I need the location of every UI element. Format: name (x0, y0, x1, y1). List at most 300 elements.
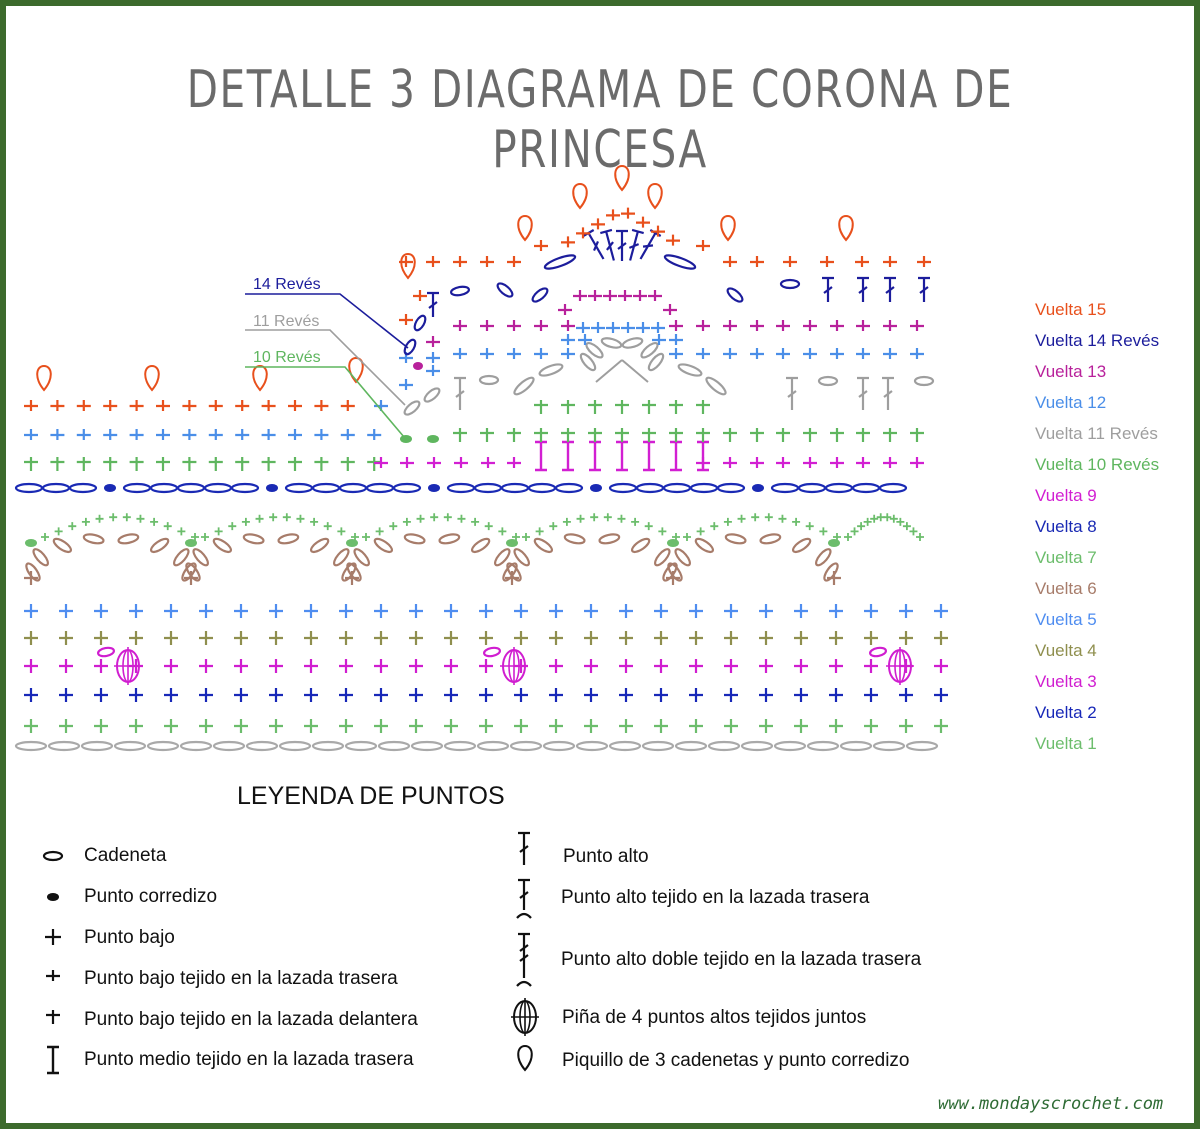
chain-icon (622, 336, 643, 349)
sc-back-loop-icon (534, 240, 548, 256)
double-crochet-icon (857, 278, 869, 302)
chain-icon (853, 484, 879, 492)
legend-label-bajo-trasera: Punto bajo tejido en la lazada trasera (84, 968, 398, 989)
single-crochet-icon (654, 604, 668, 618)
chain-icon (16, 742, 46, 750)
hdc-back-loop-icon (535, 442, 547, 470)
single-crochet-icon (417, 515, 425, 523)
chain-icon (178, 484, 204, 492)
chain-icon (118, 533, 139, 545)
round-label: Vuelta 1 (1035, 734, 1097, 753)
single-crochet-icon (374, 659, 388, 673)
chain-arch (666, 533, 840, 583)
chain-icon (819, 377, 837, 385)
sc-front-loop-icon (507, 428, 521, 442)
chain-icon (577, 742, 607, 750)
single-crochet-icon (444, 719, 458, 733)
single-crochet-icon (563, 518, 571, 526)
sc-arch (201, 513, 359, 541)
single-crochet-icon (24, 659, 38, 673)
slip-stitch-icon (427, 435, 439, 443)
sc-back-loop-icon (830, 320, 844, 336)
single-crochet-icon (514, 719, 528, 733)
double-crochet-icon (882, 378, 894, 410)
sc-front-loop-icon (669, 400, 683, 414)
chain-icon (43, 484, 69, 492)
round-label: Vuelta 13 (1035, 362, 1107, 381)
single-crochet-icon (654, 659, 668, 673)
sc-front-loop-icon (561, 428, 575, 442)
single-crochet-icon (304, 688, 318, 702)
hdc-back-loop-icon (589, 442, 601, 470)
single-crochet-icon (857, 522, 865, 530)
single-crochet-icon (549, 659, 563, 673)
single-crochet-icon (778, 515, 786, 523)
chain-icon (677, 362, 702, 378)
single-crochet-icon (794, 688, 808, 702)
chain-icon (538, 362, 563, 378)
single-crochet-icon (269, 719, 283, 733)
sc-back-loop-icon (103, 429, 117, 445)
single-crochet-icon (164, 719, 178, 733)
single-crochet-icon (666, 571, 680, 585)
round-label: Vuelta 11 Revés (1035, 424, 1158, 443)
chain-icon (445, 742, 475, 750)
sc-back-loop-icon (883, 256, 897, 272)
sc-back-loop-icon (209, 400, 223, 416)
chain-icon (791, 536, 812, 554)
single-crochet-icon (724, 604, 738, 618)
single-crochet-icon (177, 527, 185, 535)
sc-back-loop-icon (856, 320, 870, 336)
chain-icon (280, 742, 310, 750)
chain-icon (478, 742, 508, 750)
single-crochet-icon (345, 571, 359, 585)
single-crochet-icon (234, 659, 248, 673)
callout-14-reves: 14 Revés (253, 276, 321, 293)
sc-front-loop-icon (615, 400, 629, 414)
sc-back-loop-icon (413, 290, 427, 306)
single-crochet-icon (829, 659, 843, 673)
sc-back-loop-icon (561, 320, 575, 336)
single-crochet-icon (479, 719, 493, 733)
single-crochet-icon (24, 571, 38, 585)
chain-icon (49, 742, 79, 750)
legend-label-alto-trasera: Punto alto tejido en la lazada trasera (561, 887, 870, 908)
slip-stitch-icon (506, 539, 518, 547)
single-crochet-icon (409, 604, 423, 618)
sc-front-loop-icon (50, 457, 64, 471)
chain-icon (742, 742, 772, 750)
chain-icon (475, 484, 501, 492)
chain-icon (70, 484, 96, 492)
sc-back-loop-icon (341, 400, 355, 416)
chain-icon (601, 336, 622, 349)
slip-stitch-icon (413, 362, 423, 370)
sc-front-loop-icon (46, 1010, 60, 1024)
single-crochet-icon (899, 604, 913, 618)
sc-front-loop-icon (696, 400, 710, 414)
single-crochet-icon (374, 719, 388, 733)
single-crochet-icon (864, 719, 878, 733)
chain-icon (82, 742, 112, 750)
single-crochet-icon (724, 659, 738, 673)
single-crochet-icon (899, 719, 913, 733)
chain-icon (83, 533, 104, 545)
sc-back-loop-icon (750, 457, 764, 473)
sc-front-loop-icon (341, 457, 355, 471)
sc-back-loop-icon (648, 290, 662, 306)
single-crochet-icon (59, 688, 73, 702)
chain-icon (496, 281, 515, 299)
single-crochet-icon (759, 688, 773, 702)
slip-stitch-icon (428, 484, 440, 492)
chain-icon (439, 533, 460, 545)
sc-back-loop-icon (399, 379, 413, 395)
sc-front-loop-icon (561, 400, 575, 414)
sc-back-loop-icon (633, 290, 647, 306)
sc-back-loop-icon (480, 256, 494, 272)
chain-icon (278, 533, 299, 545)
picot-icon (573, 184, 587, 208)
sc-back-loop-icon (507, 457, 521, 473)
chain-icon (423, 386, 442, 404)
sc-back-loop-icon (561, 348, 575, 364)
single-crochet-icon (829, 688, 843, 702)
chain-icon (610, 742, 640, 750)
single-crochet-icon (584, 719, 598, 733)
chain-icon (346, 742, 376, 750)
sc-back-loop-icon (481, 457, 495, 473)
single-crochet-icon (498, 527, 506, 535)
single-crochet-icon (129, 631, 143, 645)
pineapple-cluster-icon (114, 647, 142, 685)
double-crochet-icon (427, 293, 439, 317)
chain-icon (286, 484, 312, 492)
sc-back-loop-icon (917, 256, 931, 272)
chain-arch (24, 533, 198, 583)
sc-back-loop-icon (24, 400, 38, 416)
sc-back-loop-icon (262, 400, 276, 416)
chain-icon (31, 547, 50, 567)
sc-back-loop-icon (696, 240, 710, 256)
chain-icon (124, 484, 150, 492)
single-crochet-icon (794, 604, 808, 618)
single-crochet-icon (724, 631, 738, 645)
single-crochet-icon (256, 515, 264, 523)
sc-back-loop-icon (669, 348, 683, 364)
sc-back-loop-icon (50, 400, 64, 416)
single-crochet-icon (619, 659, 633, 673)
single-crochet-icon (934, 631, 948, 645)
single-crochet-icon (619, 719, 633, 733)
single-crochet-icon (479, 659, 493, 673)
single-crochet-icon (689, 688, 703, 702)
single-crochet-icon (899, 631, 913, 645)
sc-front-loop-icon (776, 428, 790, 442)
single-crochet-icon (909, 527, 917, 535)
page-title: DETALLE 3 DIAGRAMA DE CORONA DE PRINCESA (186, 60, 1014, 180)
double-crochet-icon (583, 230, 608, 262)
sc-back-loop-icon (426, 336, 440, 352)
single-crochet-icon (234, 631, 248, 645)
slip-stitch-icon (752, 484, 764, 492)
sc-back-loop-icon (534, 320, 548, 336)
single-crochet-icon (94, 659, 108, 673)
hdc-back-loop-icon (670, 442, 682, 470)
single-crochet-icon (234, 719, 248, 733)
single-crochet-icon (45, 929, 61, 945)
sc-back-loop-icon (235, 429, 249, 445)
sc-arch (41, 513, 199, 541)
single-crochet-icon (577, 515, 585, 523)
single-crochet-icon (792, 518, 800, 526)
single-crochet-icon (604, 513, 612, 521)
round-label: Vuelta 7 (1035, 548, 1097, 567)
chain-icon (643, 742, 673, 750)
chain-icon (24, 562, 42, 583)
sc-back-loop-icon (603, 290, 617, 306)
sc-back-loop-icon (636, 322, 650, 338)
sc-back-loop-icon (576, 322, 590, 338)
slip-stitch-icon (400, 435, 412, 443)
picot-icon (518, 1046, 532, 1070)
single-crochet-icon (59, 659, 73, 673)
single-crochet-icon (215, 527, 223, 535)
slip-stitch-icon (590, 484, 602, 492)
sc-back-loop-icon (723, 256, 737, 272)
single-crochet-icon (94, 604, 108, 618)
chain-icon (772, 484, 798, 492)
chain-icon (694, 536, 715, 554)
chain-icon (403, 338, 418, 356)
single-crochet-icon (584, 631, 598, 645)
single-crochet-icon (514, 631, 528, 645)
double-crochet-icon (857, 378, 869, 410)
sc-front-loop-icon (182, 457, 196, 471)
single-crochet-icon (457, 515, 465, 523)
chain-icon (205, 484, 231, 492)
chain-icon (97, 647, 114, 658)
sc-back-loop-icon (663, 304, 677, 320)
single-crochet-icon (549, 719, 563, 733)
single-crochet-icon (514, 688, 528, 702)
single-crochet-icon (619, 604, 633, 618)
sc-front-loop-icon (534, 400, 548, 414)
chain-icon (511, 742, 541, 750)
picot-icon (648, 184, 662, 208)
chain-icon (413, 314, 428, 332)
sc-back-loop-icon (910, 320, 924, 336)
single-crochet-icon (199, 631, 213, 645)
single-crochet-icon (339, 688, 353, 702)
sc-back-loop-icon (855, 256, 869, 272)
single-crochet-icon (339, 659, 353, 673)
legend-title: LEYENDA DE PUNTOS (237, 782, 505, 810)
single-crochet-icon (819, 527, 827, 535)
round-label: Vuelta 15 (1035, 300, 1107, 319)
legend-label-bajo-delantera: Punto bajo tejido en la lazada delantera (84, 1009, 418, 1030)
chain-icon (915, 377, 933, 385)
chain-icon (412, 742, 442, 750)
slip-stitch-icon (25, 539, 37, 547)
slip-stitch-icon (104, 484, 116, 492)
chain-icon (115, 742, 145, 750)
round-label: Vuelta 6 (1035, 579, 1097, 598)
chain-icon (309, 536, 330, 554)
legend-label-alto-doble: Punto alto doble tejido en la lazada trasera (561, 949, 922, 970)
sc-back-loop-icon (426, 256, 440, 272)
sc-back-loop-icon (803, 457, 817, 473)
single-crochet-icon (24, 604, 38, 618)
single-crochet-icon (683, 533, 691, 541)
sc-front-loop-icon (669, 428, 683, 442)
chain-icon (531, 286, 550, 304)
sc-back-loop-icon (723, 348, 737, 364)
single-crochet-icon (689, 604, 703, 618)
single-crochet-icon (409, 659, 423, 673)
single-crochet-icon (339, 719, 353, 733)
sc-back-loop-icon (669, 320, 683, 336)
chain-icon (610, 484, 636, 492)
picot-icon (145, 366, 159, 390)
single-crochet-icon (549, 604, 563, 618)
chain-icon (373, 536, 394, 554)
chain-icon (676, 742, 706, 750)
single-crochet-icon (444, 631, 458, 645)
sc-back-loop-icon (666, 235, 680, 251)
sc-back-loop-icon (288, 429, 302, 445)
sc-front-loop-icon (314, 457, 328, 471)
sc-arch (683, 513, 841, 541)
sc-front-loop-icon (209, 457, 223, 471)
chain-arch (579, 336, 666, 372)
chain-icon (379, 742, 409, 750)
sc-back-loop-icon (776, 320, 790, 336)
single-crochet-icon (242, 518, 250, 526)
sc-back-loop-icon (507, 320, 521, 336)
sc-back-loop-icon (156, 429, 170, 445)
single-crochet-icon (184, 571, 198, 585)
single-crochet-icon (337, 527, 345, 535)
single-crochet-icon (269, 631, 283, 645)
legend-label-piquillo: Piquillo de 3 cadenetas y punto corredizo (562, 1050, 910, 1071)
sc-back-loop-icon (820, 256, 834, 272)
stitch-rows (16, 166, 948, 750)
sc-back-loop-icon (534, 348, 548, 364)
single-crochet-icon (444, 688, 458, 702)
single-crochet-icon (829, 631, 843, 645)
single-crochet-icon (536, 527, 544, 535)
single-crochet-icon (96, 515, 104, 523)
callout-11-reves: 11 Revés (253, 313, 320, 330)
chain-icon (775, 742, 805, 750)
chain-icon (841, 742, 871, 750)
single-crochet-icon (129, 604, 143, 618)
sc-back-loop-icon (24, 429, 38, 445)
single-crochet-icon (827, 571, 841, 585)
picot-icon (37, 366, 51, 390)
single-crochet-icon (24, 631, 38, 645)
single-crochet-icon (485, 522, 493, 530)
single-crochet-icon (864, 688, 878, 702)
pineapple-cluster-icon (500, 647, 528, 685)
chain-icon (760, 533, 781, 545)
single-crochet-icon (794, 659, 808, 673)
sc-front-loop-icon (534, 428, 548, 442)
sc-back-loop-icon (130, 400, 144, 416)
single-crochet-icon (164, 604, 178, 618)
round-label: Vuelta 12 (1035, 393, 1107, 412)
single-crochet-icon (934, 688, 948, 702)
sc-back-loop-icon (427, 457, 441, 473)
single-crochet-icon (129, 719, 143, 733)
single-crochet-icon (514, 604, 528, 618)
single-crochet-icon (864, 604, 878, 618)
single-crochet-icon (304, 604, 318, 618)
chain-icon (637, 484, 663, 492)
single-crochet-icon (362, 533, 370, 541)
slip-stitch-icon (828, 539, 840, 547)
chain-icon (403, 399, 422, 417)
single-crochet-icon (864, 659, 878, 673)
sc-back-loop-icon (696, 348, 710, 364)
sc-back-loop-icon (507, 256, 521, 272)
single-crochet-icon (479, 604, 493, 618)
single-crochet-icon (631, 518, 639, 526)
sc-back-loop-icon (103, 400, 117, 416)
chain-arch (505, 533, 679, 583)
legend-label-punto-alto: Punto alto (563, 846, 649, 867)
callout-10-reves: 10 Revés (253, 349, 321, 366)
single-crochet-icon (724, 518, 732, 526)
single-crochet-icon (689, 719, 703, 733)
sc-back-loop-icon (750, 320, 764, 336)
slip-stitch-icon (47, 893, 59, 901)
single-crochet-icon (724, 719, 738, 733)
sc-back-loop-icon (77, 429, 91, 445)
single-crochet-icon (590, 513, 598, 521)
single-crochet-icon (759, 604, 773, 618)
sc-back-loop-icon (182, 429, 196, 445)
sc-back-loop-icon (507, 348, 521, 364)
sc-back-loop-icon (288, 400, 302, 416)
sc-back-loop-icon (776, 348, 790, 364)
single-crochet-icon (903, 522, 911, 530)
chain-icon (533, 536, 554, 554)
single-crochet-icon (136, 515, 144, 523)
single-crochet-icon (505, 571, 519, 585)
sc-front-loop-icon (103, 457, 117, 471)
sc-back-loop-icon (77, 400, 91, 416)
chain-icon (151, 484, 177, 492)
sc-back-loop-icon (156, 400, 170, 416)
sc-back-loop-icon (803, 320, 817, 336)
sc-front-loop-icon (24, 457, 38, 471)
chain-arch (345, 533, 519, 583)
chain-icon (704, 375, 728, 397)
single-crochet-icon (765, 513, 773, 521)
sc-back-loop-icon (480, 348, 494, 364)
sc-back-loop-icon (454, 457, 468, 473)
sc-front-loop-icon (453, 428, 467, 442)
single-crochet-icon (759, 719, 773, 733)
chain-icon (544, 253, 577, 271)
sc-back-loop-icon (182, 400, 196, 416)
double-crochet-icon (786, 378, 798, 410)
single-crochet-icon (934, 604, 948, 618)
single-crochet-icon (164, 631, 178, 645)
